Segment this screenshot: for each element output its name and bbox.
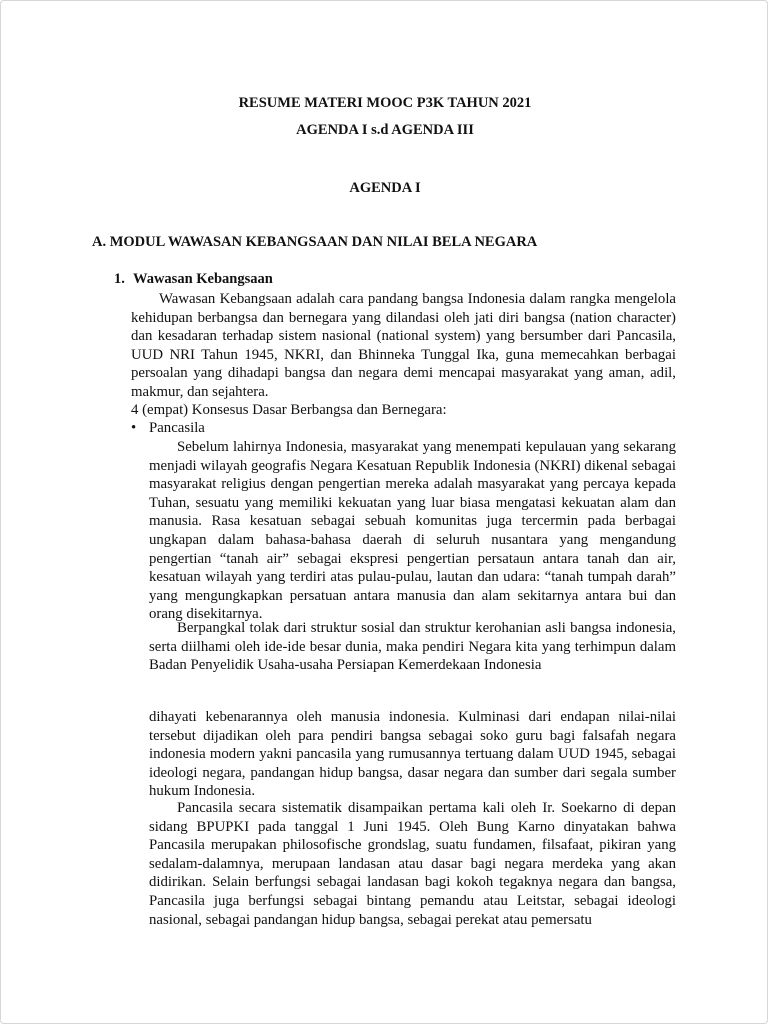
subsection-number: 1. xyxy=(114,271,125,287)
agenda-heading: AGENDA I xyxy=(349,180,421,196)
paragraph-dihayati xyxy=(149,708,676,801)
section-heading: A. MODUL WAWASAN KEBANGSAAN DAN NILAI BELA NEGARA xyxy=(92,234,538,250)
subsection-title: Wawasan Kebangsaan xyxy=(133,271,273,287)
bullet-item-pancasila xyxy=(131,419,205,438)
document-title: RESUME MATERI MOOC P3K TAHUN 2021 xyxy=(238,95,532,111)
paragraph-text: dihayati kebenarannya oleh manusia indonesia. Kulminasi dari endapan nilai-nilai tersebut dijadikan oleh para pendiri bangsa sebagai soko guru bagi falsafah negara indonesia modern yakni pancasila yang rumusannya tertuang dalam UUD 1945, sebagai ideologi negara, pandangan hidup bangsa, dasar negara dan sumber dari segala sumber hukum Indonesia. xyxy=(149,709,676,800)
bullet-label: Pancasila xyxy=(149,420,205,436)
consensus-line: 4 (empat) Konsesus Dasar Berbangsa dan Bernegara: xyxy=(131,402,447,418)
paragraph-sebelum xyxy=(149,438,676,624)
document-subtitle: AGENDA I s.d AGENDA III xyxy=(296,122,474,138)
paragraph-berpangkal xyxy=(149,619,676,675)
paragraph-text: Berpangkal tolak dari struktur sosial dan struktur kerohanian asli bangsa indonesia, serta diilhami oleh ide-ide besar dunia, maka pendiri Negara kita yang terhimpun dalam Badan Penyelidik Usaha-usaha Persiapan Kemerdekaan Indonesia xyxy=(149,620,676,674)
bullet-icon: • xyxy=(131,420,137,436)
paragraph-text: Pancasila secara sistematik disampaikan pertama kali oleh Ir. Soekarno di depan sidang BPUPKI pada tanggal 1 Juni 1945. Oleh Bung Karno dinyatakan bahwa Pancasila merupakan philosofische grondslag, suatu fundamen, filsafaat, pikiran yang sedalam-dalamnya, merupaan landasan atau dasar bagi negara merdeka yang akan didirikan. Selain berfungsi sebagai landasan bagi kokoh tegaknya negara dan bangsa, Pancasila juga berfungsi sebagai bintang pemandu atau Leitstar, sebagai ideologi nasional, sebagai pandangan hidup bangsa, sebagai perekat atau pemersatu xyxy=(149,800,676,928)
paragraph-wawasan xyxy=(131,290,676,402)
subsection-heading xyxy=(114,271,273,288)
paragraph-text: Sebelum lahirnya Indonesia, masyarakat yang menempati kepulauan yang sekarang menjadi wilayah geografis Negara Kesatuan Republik Indonesia (NKRI) dikenal sebagai masyarakat religius dengan pengertian mereka adalah masyarakat yang percaya kepada Tuhan, sesuatu yang memiliki kekuatan yang luar biasa mengatasi kekuatan alam dan manusia. Rasa kesatuan sebagai sebuah komunitas juga tercermin pada berbagai ungkapan dalam bahasa-bahasa daerah di seluruh nusantara yang mengandung pengertian “tanah air” sebagai ekspresi pengertian persataun antara tanah dan air, kesatuan wilayah yang terdiri atas pulau-pulau, lautan dan udara: “tanah tumpah darah” yang mengungkapkan persatuan antara manusia dan alam sekitarnya antara bui dan orang disekitarnya. xyxy=(149,439,676,623)
paragraph-text: Wawasan Kebangsaan adalah cara pandang bangsa Indonesia dalam rangka mengelola kehidupan berbangsa dan bernegara yang dilandasi oleh jati diri bangsa (nation character) dan kesadaran terhadap sistem nasional (national system) yang bersumber dari Pancasila, UUD NRI Tahun 1945, NKRI, dan Bhinneka Tunggal Ika, guna memecahkan berbagai persoalan yang dihadapi bangsa dan negara demi mencapai masyarakat yang aman, adil, makmur, dan sejahtera. xyxy=(131,291,676,400)
paragraph-pancasila-sistematik xyxy=(149,799,676,929)
